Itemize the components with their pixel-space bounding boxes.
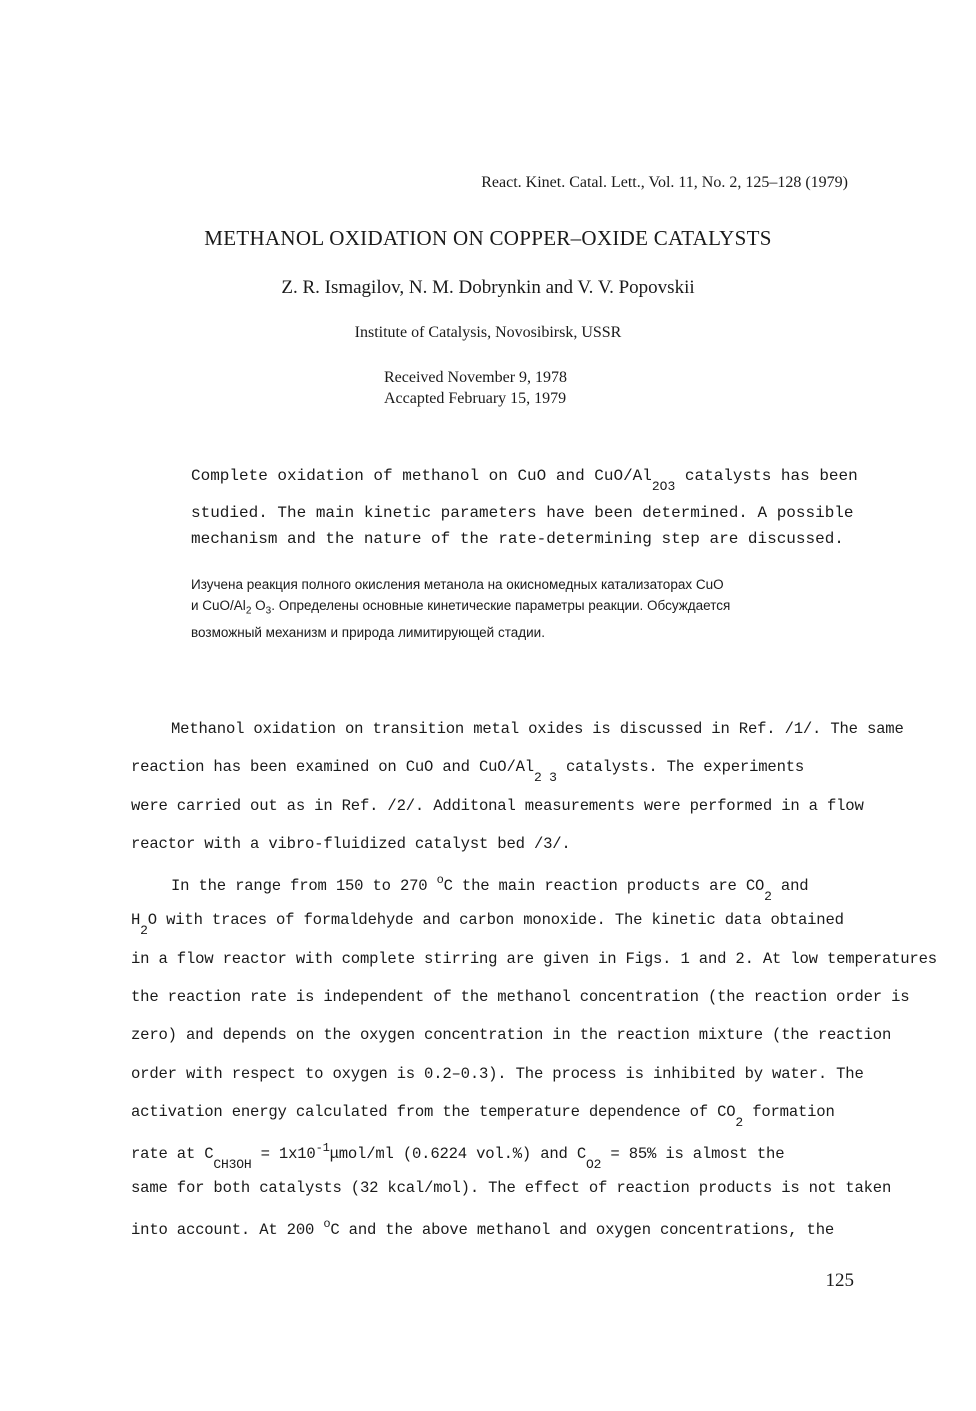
body-text-span: In the range from 150 to 270 [171,877,428,895]
abstract-english [191,463,858,552]
body-line: Methanol oxidation on transition metal oxides is discussed in Ref. /1/. The same [171,720,904,738]
page-number: 125 [825,1270,854,1291]
subscript: 2 [735,1115,744,1130]
body-text-span: C and the above methanol and oxygen concentrations, the [330,1221,835,1239]
body-text-span: formation [752,1103,835,1121]
abstract-ru-text: . Определены основные кинетические параметры реакции. Обсуждается [271,598,731,613]
affiliation: Institute of Catalysis, Novosibirsk, USSR [354,324,622,341]
body-line [131,1103,835,1130]
abstract-en-text: Complete oxidation of methanol on CuO and CuO/Al [191,467,652,485]
body-text-span: into account. At 200 [131,1221,315,1239]
body-line: same for both catalysts (32 kcal/mol). The effect of reaction products is not taken [131,1179,892,1197]
body-text-span: rate at C [131,1145,214,1163]
subscript: CH3OH [213,1157,252,1172]
body-text-span: H [131,911,141,929]
subscript: O2 [586,1157,602,1172]
body-line: in a flow reactor with complete stirring are given in Figs. 1 and 2. At low temperatures [131,950,937,968]
subscript: 2 [764,889,772,904]
article-title: METHANOL OXIDATION ON COPPER–OXIDE CATALYSTS [204,226,772,250]
body-line: reactor with a vibro-fluidized catalyst bed /3/. [131,835,571,853]
body-text-span: and [780,877,809,895]
body-text-span: = 85% is almost the [610,1145,785,1163]
received-date: Received November 9, 1978 [384,369,568,386]
abstract-ru-text: и CuO/Al [191,598,246,613]
body-line [171,873,808,904]
abstract-en-line: mechanism and the nature of the rate-determining step are discussed. [191,530,844,548]
subscript: 2 3 [533,770,557,785]
body-line: were carried out as in Ref. /2/. Additonal measurements were performed in a flow [131,797,864,815]
abstract-en-text: catalysts has been [684,467,858,485]
abstract-en-line: studied. The main kinetic parameters have been determined. A possible [191,504,854,522]
subscript: 2 [140,923,148,938]
body-line [131,758,804,785]
abstract-ru-line: и CuO/$Al_2$ $O_3$. Определены основные кинетические параметры реакции. Обсуждается [191,598,731,617]
subscript: 2O3 [651,479,676,494]
body-text-span: reaction has been examined on CuO and CuO/Al [131,758,534,776]
author-list: Z. R. Ismagilov, N. M. Dobrynkin and V. V. Popovskii [281,277,695,298]
accepted-date: Accapted February 15, 1979 [384,390,567,407]
superscript: -1 [315,1141,330,1155]
journal-reference: React. Kinet. Catal. Lett., Vol. 11, No. 2, 125–128 (1979) [481,174,848,191]
subscript: 2 [245,605,252,617]
body-text-span: C the main reaction products are CO [443,877,765,895]
body-line [131,911,844,938]
body-text-span: activation energy calculated from the temperature dependence of CO [131,1103,736,1121]
body-line: order with respect to oxygen is 0.2–0.3). The process is inhibited by water. The [131,1065,864,1083]
submission-dates [384,367,567,409]
abstract-ru-line: Изучена реакция полного окисления метанола на окисномедных катализаторах CuO [191,577,724,592]
abstract-russian [191,574,730,643]
body-line [131,1141,784,1172]
body-text-span: μmol/ml (0.6224 vol.%) and C [329,1145,586,1163]
abstract-en-line [191,463,858,500]
body-line [131,1217,834,1239]
body-line: the reaction rate is independent of the methanol concentration (the reaction order is [131,988,910,1006]
superscript: o [323,1217,331,1231]
abstract-ru-line: возможный механизм и природа лимитирующей стадии. [191,624,545,640]
superscript: o [436,873,444,887]
subscript: 3 [265,605,272,617]
body-text-span: catalysts. The experiments [565,758,805,776]
body-line: zero) and depends on the oxygen concentration in the reaction mixture (the reaction [131,1026,892,1044]
body-text-span: O with traces of formaldehyde and carbon monoxide. The kinetic data obtained [147,911,844,929]
body-text-span: = 1x10 [260,1145,316,1163]
